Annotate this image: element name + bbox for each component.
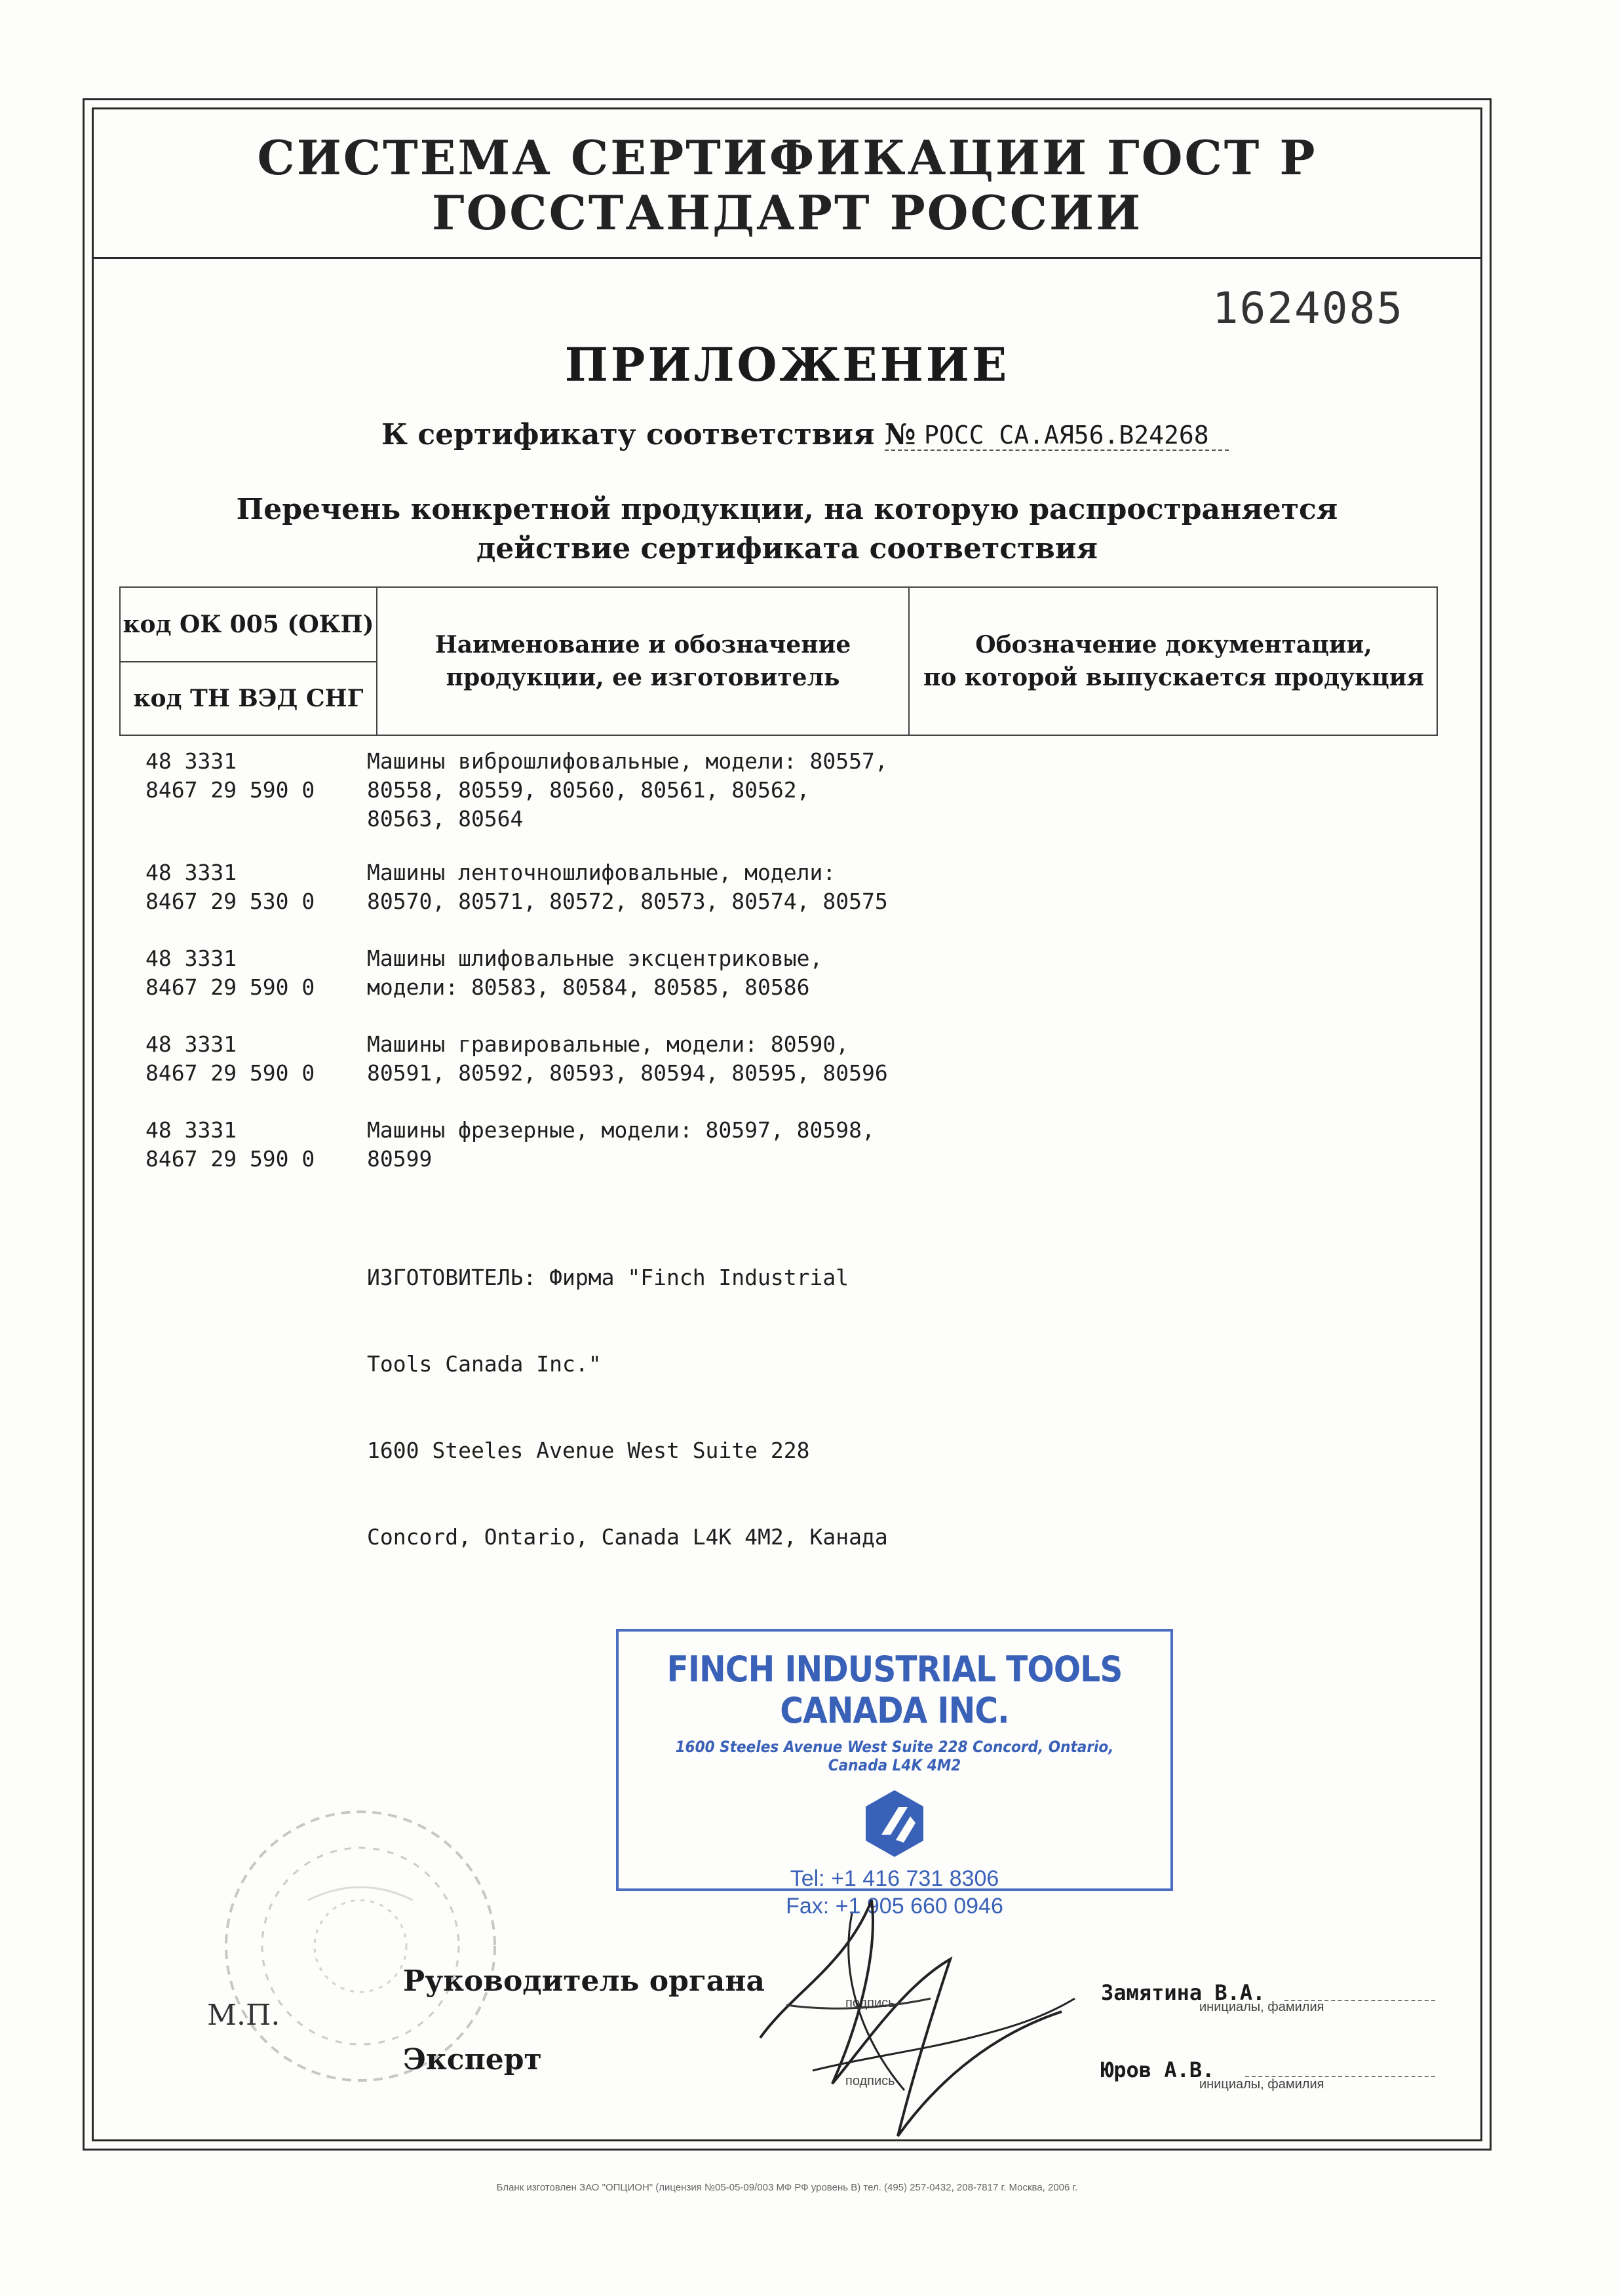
list-item bbox=[145, 1116, 875, 1193]
handwritten-signature-icon bbox=[734, 1874, 1101, 2149]
list-title-line1: Перечень конкретной продукции, на которую распространяется bbox=[236, 493, 1338, 526]
stamp-phone: Tel: +1 416 731 8306 bbox=[790, 1866, 999, 1891]
manufacturer-line: 1600 Steeles Avenue West Suite 228 bbox=[367, 1438, 810, 1463]
product-desc-line: 80558, 80559, 80560, 80561, 80562, bbox=[367, 777, 810, 803]
product-name-header bbox=[377, 588, 910, 735]
documentation-header-line1: Обозначение документации, bbox=[975, 631, 1372, 659]
okp-code: 48 3331 bbox=[145, 1117, 237, 1143]
head-role-label: Руководитель органа bbox=[403, 1964, 765, 1998]
system-title-line2: ГОССТАНДАРТ РОССИИ bbox=[431, 185, 1143, 240]
expert-role-label: Эксперт bbox=[403, 2043, 542, 2076]
tnved-code: 8467 29 590 0 bbox=[145, 974, 315, 1000]
product-desc-line: 80570, 80571, 80572, 80573, 80574, 80575 bbox=[367, 889, 888, 914]
header-separator bbox=[92, 257, 1482, 259]
stamp-address: 1600 Steeles Avenue West Suite 228 Concord, Ontario, Canada L4K 4M2 bbox=[675, 1738, 1114, 1774]
product-desc-line: модели: 80583, 80584, 80585, 80586 bbox=[367, 974, 810, 1000]
document-number: 1624085 bbox=[1212, 283, 1404, 334]
product-desc-line: Машины фрезерные, модели: 80597, 80598, bbox=[367, 1117, 875, 1143]
system-title-line1: СИСТЕМА СЕРТИФИКАЦИИ ГОСТ Р bbox=[257, 130, 1317, 185]
product-desc-line: Машины ленточношлифовальные, модели: bbox=[367, 860, 836, 885]
stamp-fax: Fax: +1 905 660 0946 bbox=[786, 1894, 1003, 1919]
product-desc-line: 80563, 80564 bbox=[367, 806, 524, 832]
certificate-ref-value: РОСС СА.АЯ56.В24268 bbox=[885, 421, 1229, 451]
product-name-header-line1: Наименование и обозначение bbox=[434, 631, 851, 659]
okp-code: 48 3331 bbox=[145, 748, 237, 774]
table-header bbox=[119, 586, 1438, 736]
manufacturer-line: ИЗГОТОВИТЕЛЬ: Фирма "Finch Industrial bbox=[367, 1265, 849, 1290]
okp-code-header: код ОК 005 (ОКП) bbox=[121, 588, 376, 662]
tnved-code: 8467 29 530 0 bbox=[145, 889, 315, 914]
product-name-header-line2: продукции, ее изготовитель bbox=[446, 664, 840, 691]
company-stamp bbox=[616, 1629, 1173, 1919]
okp-code: 48 3331 bbox=[145, 1031, 237, 1057]
manufacturer-line: Tools Canada Inc." bbox=[367, 1351, 602, 1377]
expert-name: Юров А.В. bbox=[1101, 2057, 1215, 2082]
tnved-code: 8467 29 590 0 bbox=[145, 1146, 315, 1172]
code-column-header bbox=[121, 588, 377, 735]
list-item bbox=[145, 1030, 888, 1107]
seal-place-label: М.П. bbox=[207, 1999, 280, 2032]
tnved-code: 8467 29 590 0 bbox=[145, 1060, 315, 1086]
certificate-ref-label: К сертификату соответствия № bbox=[381, 418, 916, 451]
head-name: Замятина В.А. bbox=[1101, 1980, 1265, 2005]
tnved-code-header: код ТН ВЭД СНГ bbox=[133, 685, 364, 712]
list-item bbox=[145, 858, 888, 935]
documentation-header bbox=[910, 588, 1438, 735]
head-signature-caption: подпись bbox=[845, 1996, 895, 2010]
form-footer-note: Бланк изготовлен ЗАО "ОПЦИОН" (лицензия №05-05-09/003 МФ РФ уровень В) тел. (495) 257-0432, 208-7817 г. Москва, 2006 г. bbox=[496, 2182, 1078, 2193]
expert-signature-caption: подпись bbox=[845, 2074, 895, 2088]
okp-code: 48 3331 bbox=[145, 860, 237, 885]
manufacturer-line: Concord, Ontario, Canada L4K 4M2, Канада bbox=[367, 1524, 888, 1550]
head-initials-caption: инициалы, фамилия bbox=[1199, 2000, 1324, 2014]
okp-code: 48 3331 bbox=[145, 946, 237, 971]
stamp-company-name: FINCH INDUSTRIAL TOOLS CANADA INC. bbox=[666, 1649, 1123, 1731]
company-logo-icon bbox=[863, 1789, 926, 1858]
product-desc-line: 80599 bbox=[367, 1146, 433, 1172]
list-title bbox=[92, 490, 1482, 569]
expert-initials-caption: инициалы, фамилия bbox=[1199, 2077, 1324, 2092]
product-desc-line: Машины шлифовальные эксцентриковые, bbox=[367, 946, 823, 971]
manufacturer-block bbox=[367, 1206, 888, 1580]
product-desc-line: Машины виброшлифовальные, модели: 80557, bbox=[367, 748, 888, 774]
appendix-title: ПРИЛОЖЕНИЕ bbox=[564, 337, 1010, 392]
product-desc-line: 80591, 80592, 80593, 80594, 80595, 80596 bbox=[367, 1060, 888, 1086]
list-title-line2: действие сертификата соответствия bbox=[476, 532, 1098, 565]
tnved-code: 8467 29 590 0 bbox=[145, 777, 315, 803]
documentation-header-line2: по которой выпускается продукция bbox=[923, 664, 1425, 691]
list-item bbox=[145, 944, 823, 1021]
list-item bbox=[145, 747, 888, 832]
product-desc-line: Машины гравировальные, модели: 80590, bbox=[367, 1031, 849, 1057]
